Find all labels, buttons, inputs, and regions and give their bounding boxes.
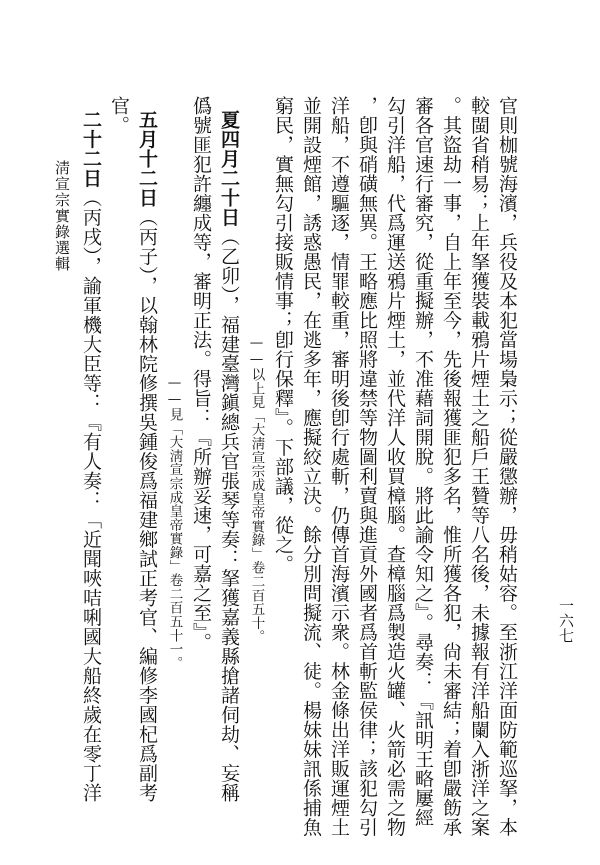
- text-column-1: 官則枷號海濱，兵役及本犯當場梟示；從嚴懲辦，毋稍姑容。至浙江洋面防範巡拏，本: [496, 96, 518, 837]
- text-column-4: 審各官速行審究，從重擬辦，不准藉詞開脫。將此諭令知之』。尋奏：『訊明王略屢經: [412, 96, 434, 828]
- text-column-2: 較閩省稍易；上年拏獲裝載鴉片煙土之船戶王贊等八名後，未據報有洋船闌入浙洋之案: [468, 96, 490, 837]
- text-column-12: 僞號匪犯許纏成等，審明正法。得旨：『所辦妥速，可嘉之至』。: [190, 96, 212, 652]
- page-number: 一六七: [557, 598, 575, 643]
- entry-date: 二十二日: [80, 110, 102, 188]
- text-column-11: 夏四月二十日（乙卯），福建臺灣鎭總兵官張琴等奏：拏獲嘉義縣搶諸伺劫、妄稱: [218, 110, 240, 803]
- text-column-15: 官。: [108, 96, 130, 135]
- text-column-16: 二十二日（丙戌），諭軍機大臣等：『有人奏：「近聞唊咭唎國大船終歲在零丁洋: [80, 110, 102, 803]
- text-column-14: 五月十二日（丙子），以翰林院修撰吳鍾俊爲福建鄉試正考官、編修李國杞爲副考: [136, 110, 158, 803]
- text-column-3: 。其盜劫一事，自上年至今，先後報獲匪犯多名，惟所獲各犯，尙未審結；着卽嚴飭承: [440, 96, 462, 837]
- text-column-7: 洋船，不遵驅逐，情罪較重，審明後卽行處斬，仍傳首海濱示衆。林金條出洋販運煙土: [328, 96, 350, 837]
- text-column-5: 勾引洋船，代爲運送鴉片煙土，並代洋人收買樟腦。查樟腦爲製造火罐、火箭必需之物: [384, 96, 406, 837]
- book-title: 淸宣宗實錄選輯: [53, 160, 71, 272]
- text-column-9: 窮民，實無勾引接販情事；卽行保釋』。下部議，從之。: [272, 96, 294, 574]
- entry-date: 五月十二日: [136, 110, 158, 208]
- entry-date: 夏四月二十日: [218, 110, 240, 227]
- text-column-6: ，卽與硝磺無異。王略應比照將違禁等物圖利賣與進貢外國者爲首斬監侯律；該犯勾引: [356, 96, 378, 837]
- source-citation-1: ——以上見「大淸宣宗成皇帝實錄」卷二百五十。: [248, 335, 265, 644]
- source-citation-2: ——見「大淸宣宗成皇帝實錄」卷二百五十一。: [166, 375, 183, 670]
- text-column-8: 並開設煙館，誘惑愚民，在逃多年，應擬絞立決。餘分別問擬流、徒。楊妹妹訊係捕魚: [300, 96, 322, 837]
